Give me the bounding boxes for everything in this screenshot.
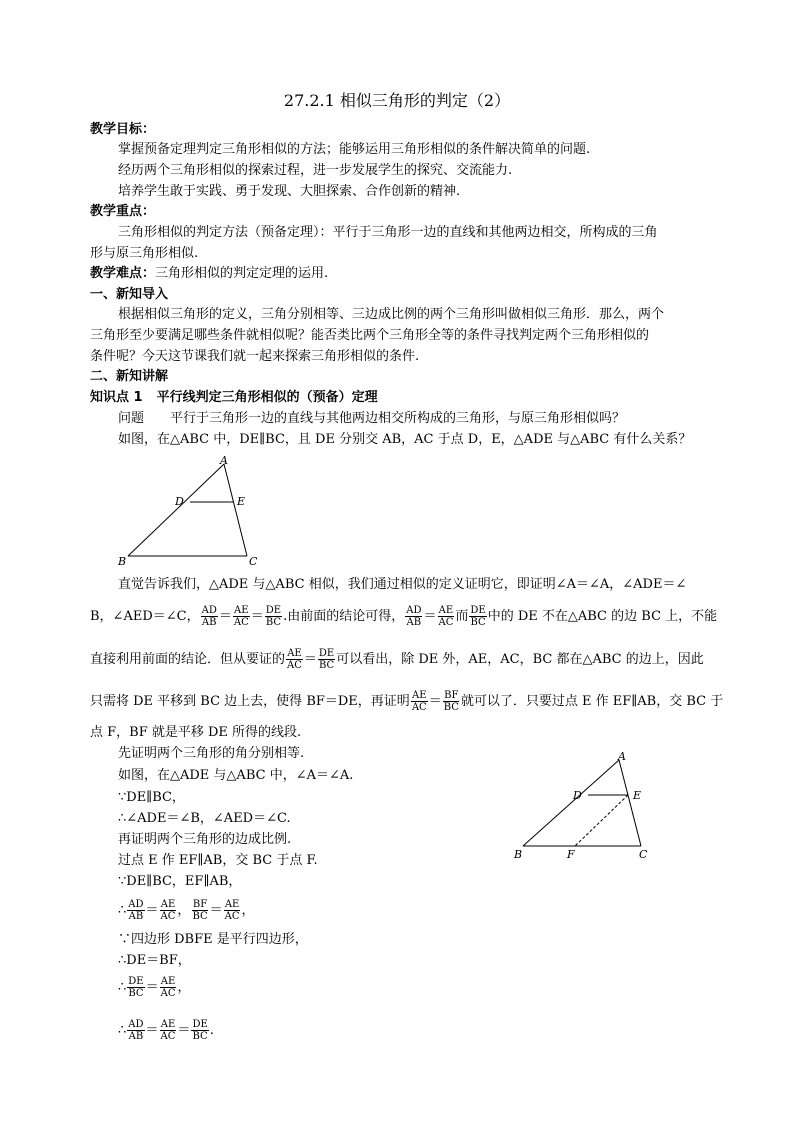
- intuition-line4: 只需将 DE 平移到 BC 边上去，使得 BF＝DE，再证明 $\frac{AE}{AC}$ ＝ $\frac{BF}{BC}$ 就可以了．只要过点 E 作 EF∥AB，交 BC 于: [90, 690, 724, 713]
- fraction-ad-ab: $\frac{AD}{AB}$: [128, 1019, 144, 1042]
- fraction-de-bc: $\frac{DE}{BC}$: [265, 605, 282, 628]
- intuition-line5: 点 F，BF 就是平移 DE 所得的线段.: [90, 725, 302, 740]
- figure-intro: 如图，在△ABC 中，DE∥BC，且 DE 分别交 AB，AC 于点 D，E，△ADE 与△ABC 有什么关系？: [118, 432, 692, 447]
- goal-item-2: 经历两个三角形相似的探索过程，进一步发展学生的探究、交流能力.: [118, 163, 513, 178]
- step-because-parallel: ∵DE∥BC，: [118, 790, 185, 805]
- fraction-bf-bc: $\frac{BF}{BC}$: [443, 690, 459, 713]
- label-a: A: [618, 750, 626, 763]
- label-b: B: [118, 555, 127, 568]
- intuition-line3: 直接利用前面的结论．但从要证的 $\frac{AE}{AC}$ ＝ $\frac{DE}{BC}$ 可以看出，除 DE 外，AE，AC，BC 都在△ABC 的边上，因此: [90, 648, 704, 671]
- step-figure: 如图，在△ADE 与△ABC 中，∠A＝∠A.: [118, 768, 354, 783]
- label-d: D: [175, 495, 184, 508]
- kp-title: 平行线判定三角形相似的（预备）定理: [156, 390, 378, 405]
- label-c: C: [639, 848, 648, 861]
- label-d: D: [573, 789, 582, 802]
- key-text-line1: 三角形相似的判定方法（预备定理）：平行于三角形一边的直线和其他两边相交，所构成的三角: [118, 225, 658, 240]
- label-b: B: [514, 848, 523, 861]
- question-label: 问题: [118, 411, 145, 426]
- goal-item-1: 掌握预备定理判定三角形相似的方法；能够运用三角形相似的条件解决简单的问题.: [118, 142, 591, 157]
- figure-triangle-2: [508, 748, 668, 863]
- fraction-ae-ac: $\frac{AE}{AC}$: [160, 976, 176, 999]
- section-2-heading: 二、新知讲解: [90, 369, 169, 384]
- step-proportions-2: ∴ $\frac{DE}{BC}$ ＝ $\frac{AE}{AC}$ ，: [118, 976, 191, 999]
- fraction-ae-ac: $\frac{AE}{AC}$: [160, 1019, 176, 1042]
- label-e: E: [633, 789, 642, 802]
- fraction-ad-ab: $\frac{AD}{AB}$: [128, 899, 144, 922]
- intro-line3: 条件呢？今天这节课我们就一起来探索三角形相似的条件.: [90, 349, 420, 364]
- step-proportions-1: ∴ $\frac{AD}{AB}$ ＝ $\frac{AE}{AC}$ ， $\frac{BF}{BC}$ ＝ $\frac{AE}{AC}$ ，: [118, 899, 255, 922]
- section-1-heading: 一、新知导入: [90, 287, 169, 302]
- fraction-ae-ac: $\frac{AE}{AC}$: [438, 605, 454, 628]
- figure-triangle-1: [110, 455, 270, 570]
- kp-label: 知识点 1: [90, 390, 143, 405]
- step-construct: 过点 E 作 EF∥AB，交 BC 于点 F.: [118, 853, 318, 868]
- segment-ef-dashed: [575, 795, 628, 846]
- label-f: F: [567, 848, 575, 861]
- intro-line1: 根据相似三角形的定义，三角分别相等、三边成比例的两个三角形叫做相似三角形．那么，两个: [118, 307, 665, 322]
- intuition-line2: B，∠AED＝∠C， $\frac{AD}{AB}$ ＝ $\frac{AE}{AC}$ ＝ $\frac{DE}{BC}$ .由前面的结论可得， $\frac{AD}{AB}$ ＝ $\frac{AE}{AC}$ 而 $\frac{DE}{BC}$ 中的 DE 不在△ABC 的边 BC 上，不能: [90, 605, 718, 628]
- fraction-ae-ac: $\frac{AE}{AC}$: [233, 605, 249, 628]
- question-line: [118, 410, 625, 428]
- step-angles: 先证明两个三角形的角分别相等.: [118, 746, 305, 761]
- side-ac: [619, 760, 641, 846]
- step-therefore-angles: ∴∠ADE＝∠B，∠AED＝∠C.: [118, 811, 291, 826]
- step-conclusion: ∴ $\frac{AD}{AB}$ ＝ $\frac{AE}{AC}$ ＝ $\frac{DE}{BC}$ .: [118, 1019, 214, 1042]
- label-e: E: [237, 495, 246, 508]
- page-title: 27.2.1 相似三角形的判定（2）: [283, 91, 511, 110]
- side-ab: [523, 760, 619, 846]
- knowledge-point-heading: [90, 389, 378, 407]
- step-de-eq-bf: ∴DE＝BF，: [118, 953, 191, 968]
- fraction-ad-ab: $\frac{AD}{AB}$: [406, 605, 422, 628]
- intro-line2: 三角形至少要满足哪些条件就相似呢？能否类比两个三角形全等的条件寻找判定两个三角形相似的: [90, 328, 650, 343]
- side-ab: [128, 464, 224, 556]
- fraction-ae-ac: $\frac{AE}{AC}$: [287, 648, 302, 671]
- fraction-de-bc: $\frac{DE}{BC}$: [470, 605, 486, 628]
- difficulty-heading: 教学难点：: [90, 266, 156, 281]
- step-parallelogram: ∵四边形 DBFE 是平行四边形，: [118, 932, 308, 947]
- step-because-two-parallel: ∵DE∥BC，EF∥AB，: [118, 874, 242, 889]
- goal-item-3: 培养学生敢于实践、勇于发现、大胆探索、合作创新的精神.: [118, 184, 461, 199]
- intuition-line1: 直觉告诉我们，△ADE 与△ABC 相似，我们通过相似的定义证明它，即证明∠A＝∠A，∠ADE＝∠: [118, 577, 687, 592]
- fraction-de-bc: $\frac{DE}{BC}$: [128, 976, 144, 999]
- key-text-line2: 形与原三角形相似.: [90, 246, 199, 261]
- goals-heading: 教学目标：: [90, 122, 156, 137]
- fraction-de-bc: $\frac{DE}{BC}$: [192, 1019, 208, 1042]
- fraction-ae-ac: $\frac{AE}{AC}$: [411, 690, 427, 713]
- difficulty-line: [90, 265, 328, 283]
- side-ac: [224, 464, 247, 556]
- fraction-ae-ac: $\frac{AE}{AC}$: [224, 899, 240, 922]
- question-text: 平行于三角形一边的直线与其他两边相交所构成的三角形，与原三角形相似吗？: [170, 411, 626, 426]
- label-a: A: [220, 455, 228, 467]
- fraction-ae-ac: $\frac{AE}{AC}$: [160, 899, 176, 922]
- step-sides: 再证明两个三角形的边成比例.: [118, 832, 292, 847]
- label-c: C: [249, 555, 258, 568]
- key-heading: 教学重点：: [90, 204, 156, 219]
- fraction-de-bc: $\frac{DE}{BC}$: [318, 648, 335, 671]
- fraction-ad-ab: $\frac{AD}{AB}$: [201, 605, 217, 628]
- fraction-bf-bc: $\frac{BF}{BC}$: [192, 899, 208, 922]
- difficulty-text: 三角形相似的判定定理的运用.: [155, 266, 329, 281]
